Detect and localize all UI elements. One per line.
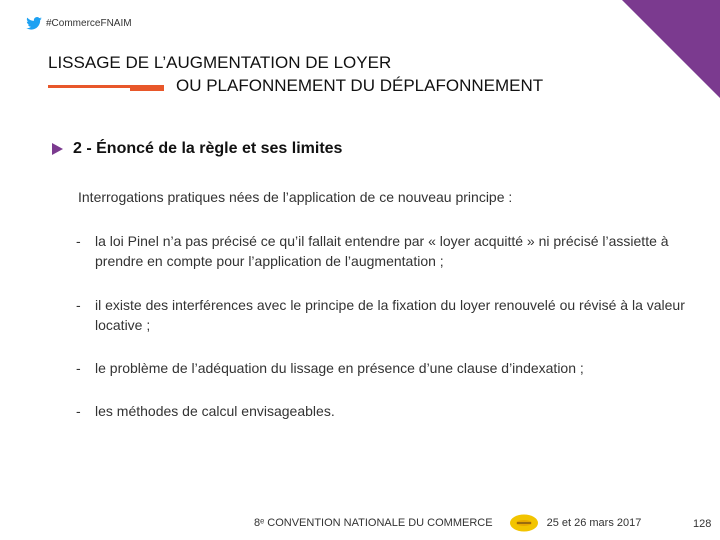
intro-text: Interrogations pratiques nées de l’application de ce nouveau principe : <box>78 189 513 205</box>
header-hashtag[interactable] <box>26 17 132 30</box>
section-heading-text: 2 - Énoncé de la règle et ses limites <box>73 140 343 157</box>
list-item <box>76 232 686 271</box>
list-item-text: les méthodes de calcul envisageables. <box>95 403 335 419</box>
dash-bullet: - <box>76 403 81 419</box>
list-item <box>76 402 686 422</box>
list-item-text: il existe des interférences avec le principe de la fixation du loyer renouvelé ou révisé à la valeur locative ; <box>95 297 685 333</box>
fnaim-logo <box>509 514 539 532</box>
list-item <box>76 296 686 335</box>
footer <box>254 514 641 532</box>
triangle-bullet-icon <box>52 143 63 155</box>
list-item-text: la loi Pinel n’a pas précisé ce qu’il fallait entendre par « loyer acquitté » ni précisé l’assiette à prendre en compte pour l’application de l’augmentation ; <box>95 233 669 269</box>
hashtag-text: #CommerceFNAIM <box>46 18 132 29</box>
title-line-2: OU PLAFONNEMENT DU DÉPLAFONNEMENT <box>176 76 544 95</box>
dash-bullet: - <box>76 233 81 249</box>
title-line-1: LISSAGE DE L’AUGMENTATION DE LOYER <box>48 53 392 72</box>
title-underline <box>48 85 164 91</box>
convention-name: 8ᵉ CONVENTION NATIONALE DU COMMERCE <box>254 517 493 529</box>
page-number: 128 <box>693 518 712 530</box>
dash-bullet: - <box>76 360 81 376</box>
logo-badge-icon <box>509 514 539 532</box>
list-item-text: le problème de l’adéquation du lissage en présence d’une clause d’indexation ; <box>95 360 584 376</box>
dash-bullet: - <box>76 297 81 313</box>
section-heading <box>52 140 342 158</box>
twitter-icon <box>26 17 42 30</box>
convention-dates: 25 et 26 mars 2017 <box>546 517 642 529</box>
list-item <box>76 359 686 379</box>
